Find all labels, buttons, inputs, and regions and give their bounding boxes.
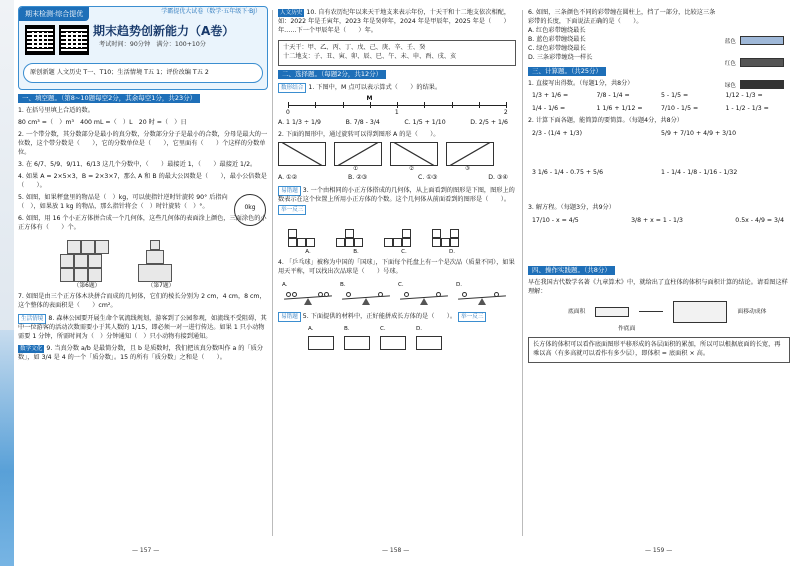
equations bbox=[532, 217, 784, 226]
stems-branches-table bbox=[278, 40, 516, 66]
page-number: — 157 — bbox=[132, 547, 160, 555]
option-a[interactable]: A. 红色彩带缠绕最长 bbox=[528, 26, 586, 34]
question-text: 9. 当真分数 a/b 是最简分数，且 b 是质数时，我们把该真分数叫作 a 的「质分数」，如 3/4 是 4 的一个「质分数」。15 的所有「质分数」之和是（ ）。 bbox=[18, 345, 264, 362]
shape-label: ② bbox=[409, 166, 414, 173]
question bbox=[18, 194, 268, 212]
qr-code-icon bbox=[59, 25, 89, 55]
option-a[interactable] bbox=[308, 325, 334, 349]
shape-label: ③ bbox=[465, 166, 470, 173]
calc-item: 1/4 - 1/6 = bbox=[532, 104, 566, 112]
view-options bbox=[288, 218, 516, 256]
question: 2. 计算下面各题，能简算的要简算。（每题4分，共8分） bbox=[528, 116, 683, 124]
tag-badge: 举一反三 bbox=[278, 205, 306, 215]
exam-tag: 期末检测·综合提优 bbox=[19, 7, 89, 21]
question-text: 5. 下面提供的材料中，正好能拼成长方体的是（ ）。 bbox=[302, 313, 457, 321]
scale-d[interactable] bbox=[456, 281, 508, 309]
calc-item: 1/3 + 1/6 = bbox=[532, 91, 569, 99]
calc-item: 1 - 1/4 - 1/8 - 1/16 - 1/32 bbox=[661, 168, 738, 176]
dial-label: 0kg bbox=[244, 203, 256, 211]
question bbox=[278, 83, 516, 93]
point-m: M bbox=[366, 95, 373, 103]
option-label: C. bbox=[380, 326, 386, 333]
ribbon-label: 红色 bbox=[724, 61, 736, 67]
figure-7 bbox=[132, 236, 190, 290]
simplify-grid bbox=[532, 130, 790, 178]
question bbox=[18, 345, 268, 363]
page-159 bbox=[528, 6, 790, 363]
cube-figures bbox=[58, 236, 268, 290]
option-label: B. bbox=[353, 249, 359, 256]
option-d[interactable]: D. 三条彩带缠绕一样长 bbox=[528, 53, 593, 61]
scale-a[interactable] bbox=[282, 281, 334, 309]
exam-title: 期末趋势创新能力（A卷） bbox=[93, 24, 235, 38]
figure-caption: （第7题） bbox=[147, 282, 175, 289]
figure-6 bbox=[58, 236, 116, 290]
green-ribbon-bar bbox=[740, 80, 784, 89]
option-d[interactable]: D. ③④ bbox=[488, 173, 508, 181]
scale-dial-icon bbox=[234, 194, 266, 226]
calc-item: 7/8 - 1/4 = bbox=[596, 91, 630, 99]
option-d[interactable]: D. 2/5 + 1/6 bbox=[470, 119, 508, 127]
arrow-icon bbox=[639, 311, 663, 312]
calc-item: 7/10 - 1/5 = bbox=[661, 104, 699, 112]
option-b[interactable]: B. 7/8 - 3/4 bbox=[345, 119, 380, 127]
figure-label: 面移动成体 bbox=[737, 308, 767, 315]
cube-tower-icon bbox=[132, 236, 190, 282]
number-line bbox=[288, 95, 506, 117]
option-label: C. bbox=[398, 282, 404, 289]
question-text: 3. 一个由相同的小正方体搭成的几何体，从上面看到的图形是下图，图形上的数表示在这个位置上所用小正方体的个数。这个几何体从前面看到的图形是（ ）。 bbox=[278, 186, 515, 204]
prism-icon bbox=[673, 301, 727, 323]
page-number: — 158 — bbox=[382, 547, 410, 555]
tag-badge: 易错题 bbox=[278, 312, 301, 322]
exam-info: 考试时间：90分钟 满分：100+10分 bbox=[99, 41, 206, 48]
section-title: 四、操作实践题。（共8分） bbox=[528, 266, 615, 275]
column-divider bbox=[272, 10, 273, 536]
option-label: A. bbox=[305, 249, 311, 256]
calc-item: 5/9 + 7/10 + 4/9 + 3/10 bbox=[661, 129, 737, 137]
calc-item: 1 1/6 + 1/12 = bbox=[596, 104, 643, 112]
question-text: 8. 森林公园要开展生命个氧流线规划，游客到了公园参观，如流线不受阻碍，其中一位游客的活动次数需要小于其人数的 1/15，即必须一对一进行传达。如果 1 只小动物需要 1 分钟，所需时间为（ ）分钟通知（ ）只小动物有接到通知。 bbox=[18, 315, 267, 341]
scale-b[interactable] bbox=[340, 281, 392, 309]
question: 早在我国古代数学名著《九章算术》中，就给出了直柱体的体积与面积计算的结论。请看图这样理解： bbox=[528, 278, 788, 295]
scale-c[interactable] bbox=[398, 281, 450, 309]
heavenly-stems: 十天干：甲、乙、丙、丁、戊、己、庚、辛、壬、癸 bbox=[283, 43, 426, 51]
shape-2-icon bbox=[390, 142, 438, 173]
calc-item: 3 1/6 - 1/4 - 0.75 + 5/6 bbox=[532, 168, 604, 176]
qr-code-icon bbox=[25, 25, 55, 55]
view-d[interactable] bbox=[432, 218, 472, 256]
option-c[interactable]: C. 绿色彩带缠绕最长 bbox=[528, 44, 586, 52]
question bbox=[278, 186, 516, 215]
figure-caption: （第6题） bbox=[73, 282, 101, 289]
blue-ribbon-bar bbox=[740, 36, 784, 45]
option-c[interactable]: C. ①③ bbox=[418, 173, 438, 181]
options bbox=[278, 119, 516, 128]
question: 6. 如图，用 16 个小正方体拼合成一个几何体，这些几何体的表面涂上颜色，三面涂色的小正方体有（ ）个。 bbox=[18, 214, 267, 231]
shape-3-icon bbox=[446, 142, 494, 173]
tick-label: 1 bbox=[394, 109, 399, 117]
column-divider bbox=[522, 10, 523, 536]
option-c[interactable]: C. 1/5 + 1/10 bbox=[404, 119, 446, 127]
balance-scales bbox=[282, 281, 516, 309]
question: 2. 一个带分数，其分数部分是最小的真分数，分数部分分子是最小的合数，分母是最大的一位数，这个带分数是（ ），它的分数单位是（ ），它里面有（ ）个这样的分数单位。 bbox=[18, 130, 268, 156]
equation: 3/8 + x = 1 - 1/3 bbox=[631, 216, 683, 224]
volume-figures bbox=[568, 301, 790, 323]
page-157 bbox=[18, 6, 268, 363]
shape-1-icon bbox=[334, 142, 382, 173]
base-rect-icon bbox=[595, 307, 629, 317]
tag-badge: 数学文化 bbox=[20, 346, 43, 353]
option-a[interactable]: A. ①② bbox=[278, 173, 298, 181]
question: 2. 下面的图形中，通过旋转可以得到图形 A 的是（ ）。 bbox=[278, 131, 440, 138]
equation: 0.5x - 4/9 = 3/4 bbox=[735, 216, 784, 224]
shape-label: ① bbox=[353, 166, 358, 173]
question: 1. 在括号里填上合适的数。 bbox=[18, 106, 94, 114]
calc-item: 5 - 1/5 = bbox=[661, 91, 689, 99]
series-label: 学霸提优大试卷（数学·五年级下·BJ） bbox=[161, 8, 261, 15]
options bbox=[278, 174, 516, 183]
rotation-shapes bbox=[278, 142, 516, 173]
question: 3. 解方程。（每题3分，共9分） bbox=[528, 203, 615, 211]
ribbon-label: 蓝色 bbox=[724, 39, 736, 45]
option-label: D. bbox=[448, 249, 456, 256]
option-c[interactable] bbox=[380, 325, 406, 349]
view-b[interactable] bbox=[336, 218, 376, 256]
figure-label: 作底面 bbox=[618, 325, 636, 332]
option-label: D. bbox=[456, 282, 463, 289]
ribbon-label: 绿色 bbox=[724, 83, 736, 89]
option-label: B. bbox=[340, 282, 346, 289]
option-label: A. bbox=[308, 326, 314, 333]
shape-a-icon bbox=[278, 142, 326, 166]
view-c[interactable] bbox=[384, 218, 424, 256]
option-b[interactable] bbox=[344, 325, 370, 349]
calc-item: 1 - 1/2 - 1/3 = bbox=[725, 104, 769, 112]
figure-label: 底面积 bbox=[568, 308, 586, 315]
question bbox=[278, 312, 516, 322]
view-a[interactable] bbox=[288, 218, 328, 256]
question-line: 80 cm³ =（ ）m³ 400 mL =（ ）L 20 时 =（ ）日 bbox=[18, 118, 187, 126]
section-title: 二、选择题。（每题2分，共12分） bbox=[278, 70, 386, 79]
exam-header bbox=[18, 6, 268, 90]
material-options bbox=[308, 325, 516, 349]
option-label: D. bbox=[416, 326, 423, 333]
option-b[interactable]: B. 蓝色彩带缠绕最长 bbox=[528, 35, 586, 43]
equation: 17/10 - x = 4/5 bbox=[532, 216, 579, 224]
tag-badge: 举一反三 bbox=[458, 312, 486, 322]
question: 6. 如图，三条颜色不同的彩带缠在圆柱上，挡了一部分，比较这三条彩带的长度，下面说法正确的是（ ）。 bbox=[528, 9, 716, 25]
ribbon-cylinders bbox=[740, 36, 784, 102]
question: 7. 如图是由三个正方体木块拼合而成的几何体，它们的棱长分别为 2 cm，4 cm，8 cm，这个整体的表面积是（ ）cm²。 bbox=[18, 293, 266, 310]
tick-label: 0 bbox=[286, 109, 290, 117]
earthly-branches: 十二地支：子、丑、寅、卯、辰、巳、午、未、申、酉、戌、亥 bbox=[283, 52, 457, 60]
section-title: 三、计算题。（共25分） bbox=[528, 67, 606, 76]
option-label: A. bbox=[282, 282, 288, 289]
tag-badge: 数形结合 bbox=[278, 83, 306, 93]
option-label: C. bbox=[401, 249, 407, 256]
explanation-box: 长方体的体积可以看作底面图形平移形成的各层面积的累加，所以可以根据底面的长宽，再乘以高（有多高就可以看作有多少层），即体积 = 底面积 × 高。 bbox=[528, 337, 790, 363]
option-label: B. bbox=[344, 326, 350, 333]
question bbox=[278, 9, 516, 36]
section-title: 一、填空题。（第8~10题每空2分，其余每空1分，共23分） bbox=[18, 94, 200, 103]
tag-badge: 生活情境 bbox=[18, 314, 46, 324]
tag-badge: 人文历史 bbox=[280, 10, 303, 16]
question: 4. 如果 A = 2×5×3，B = 2×3×7，那么 A 和 B 的最大公因数是（ ），最小公倍数是（ ）。 bbox=[18, 172, 267, 189]
question-text: 5. 如图，如果秤盘里的物品是（ ）kg，可以使指针逆时针旋转 90° 后指向（ ），如果放 1 kg 的物品，那么指针将会（ ）时针旋转（ ）°。 bbox=[18, 193, 228, 210]
option-b[interactable]: B. ②③ bbox=[347, 173, 368, 181]
question bbox=[18, 314, 268, 342]
tick-label: 2 bbox=[503, 109, 508, 117]
question: 1. 直接写出得数。（每题1分，共8分） bbox=[528, 79, 634, 87]
tag-badge: 易错题 bbox=[278, 186, 301, 196]
page-number: — 159 — bbox=[645, 547, 673, 555]
cube-stack-icon bbox=[58, 236, 116, 282]
calc-item: 2/3 - (1/4 + 1/3) bbox=[532, 129, 582, 137]
scan-edge-blue bbox=[0, 330, 14, 566]
question-text: 10. 自有农历纪年以来天干地支来表示年份，十天干和十二地支依次相配，如：2022 年是壬寅年，2023 年是癸卯年，2024 年是甲辰年，2025 年是（ ）年……下一个甲辰年是（ ）年。 bbox=[278, 9, 511, 34]
calc-item: 1/12 - 1/3 = bbox=[725, 91, 763, 99]
feature-bar: 原创新题 人文历史 T一、T10；生活情境 T五 1；评价改编 T五 2 bbox=[23, 63, 263, 83]
option-a[interactable]: A. 1 1/3 ÷ 1/9 bbox=[278, 119, 321, 127]
question: 4. 「乒乓球」被称为中国的「国球」，下面每个托盘上有一个是次品（质量不同），如果用天平称，可以找出次品球是（ ）号球。 bbox=[278, 259, 515, 276]
question-text: 1. 下图中，M 点可以表示算式（ ）的结果。 bbox=[308, 83, 442, 91]
page-158 bbox=[278, 6, 516, 350]
question: 3. 在 6/7、5/9、9/11、6/13 这几个分数中，（ ）最接近 1，（ ）最接近 1/2。 bbox=[18, 160, 257, 168]
option-d[interactable] bbox=[416, 325, 442, 349]
red-ribbon-bar bbox=[740, 58, 784, 67]
